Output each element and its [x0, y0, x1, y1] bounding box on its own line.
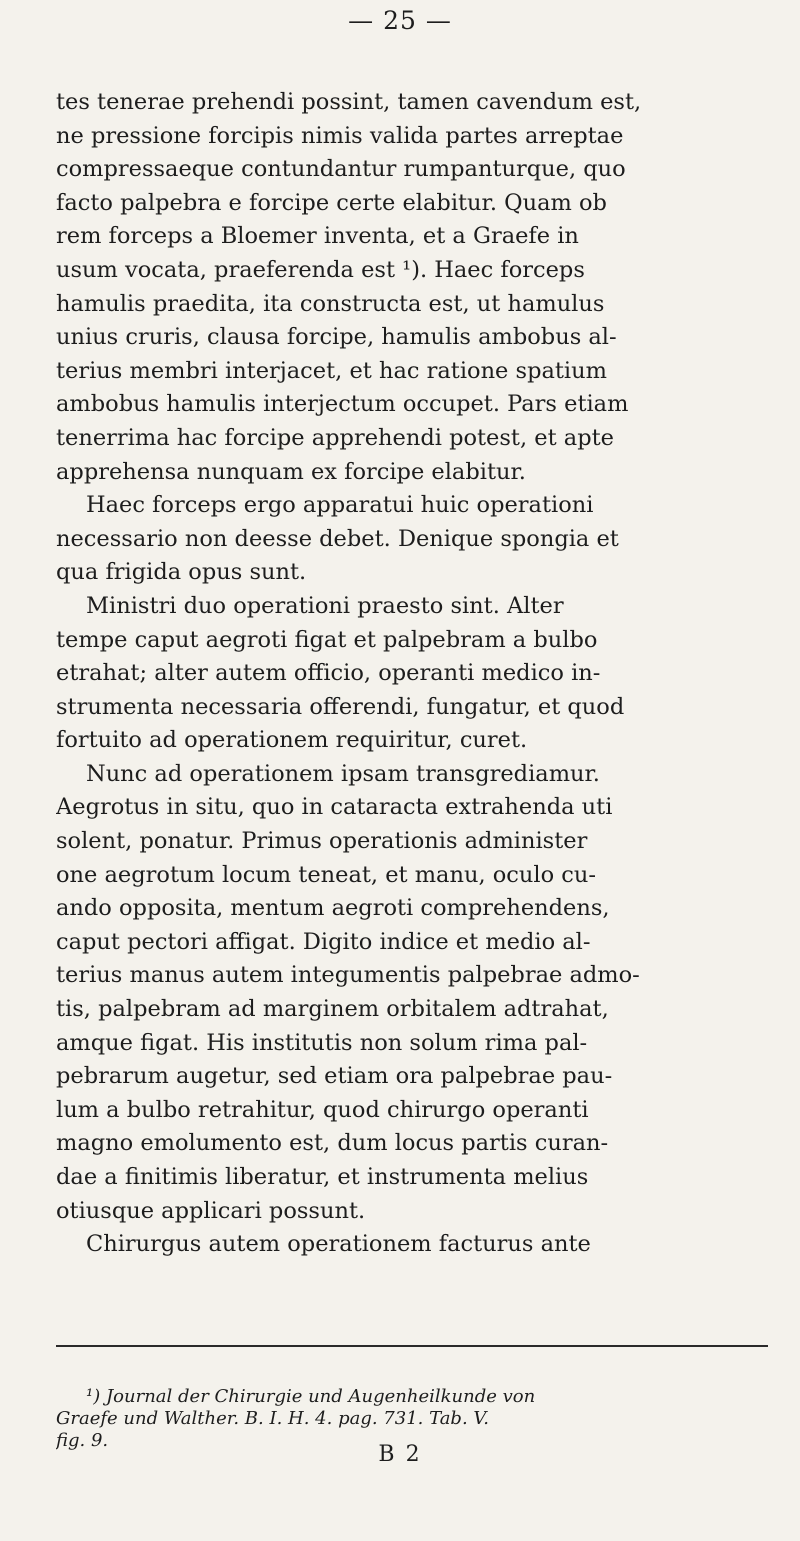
text-line: etrahat; alter autem officio, operanti medico in-: [56, 660, 601, 687]
signature-mark: B 2: [378, 1442, 422, 1467]
text-line: tenerrima hac forcipe apprehendi potest, et apte: [56, 424, 614, 451]
text-line: Aegrotus in situ, quo in cataracta extrahenda uti: [56, 794, 613, 821]
text-line: qua frigida opus sunt.: [56, 559, 307, 586]
text-line: caput pectori affigat. Digito indice et medio al-: [56, 928, 591, 955]
text-line: terius manus autem integumentis palpebrae admo-: [56, 962, 640, 989]
footnote-line: ¹) Journal der Chirurgie und Augenheilkunde von: [86, 1386, 536, 1407]
text-line: tis, palpebram ad marginem orbitalem adtrahat,: [56, 996, 609, 1023]
text-line: terius membri interjacet, et hac ratione spatium: [56, 357, 607, 384]
text-line: ando opposita, mentum aegroti comprehendens,: [56, 895, 610, 922]
text-line: lum a bulbo retrahitur, quod chirurgo operanti: [56, 1096, 589, 1123]
text-line: one aegrotum locum teneat, et manu, oculo cu-: [56, 861, 596, 888]
text-line: amque figat. His institutis non solum rima pal-: [56, 1029, 588, 1056]
text-line: unius cruris, clausa forcipe, hamulis ambobus al-: [56, 324, 617, 351]
text-line: fortuito ad operationem requiritur, curet.: [56, 727, 528, 754]
text-line: tes tenerae prehendi possint, tamen cavendum est,: [56, 89, 642, 115]
text-line: ne pressione forcipis nimis valida partes arreptae: [56, 122, 624, 149]
text-line: strumenta necessaria offerendi, fungatur, et quod: [56, 693, 625, 720]
footnote-line: Graefe und Walther. B. I. H. 4. pag. 731. Tab. V.: [56, 1408, 489, 1429]
text-line: Ministri duo operationi praesto sint. Alter: [86, 592, 564, 619]
text-line: pebrarum augetur, sed etiam ora palpebrae pau-: [56, 1063, 613, 1090]
page-number: — 25 —: [348, 6, 452, 35]
text-line: facto palpebra e forcipe certe elabitur. Quam ob: [56, 189, 607, 216]
text-line: rem forceps a Bloemer inventa, et a Graefe in: [56, 223, 579, 250]
text-line: Chirurgus autem operationem facturus ante: [86, 1231, 591, 1258]
text-line: otiusque applicari possunt.: [56, 1197, 366, 1224]
footnote-divider: [56, 1345, 768, 1347]
text-line: magno emolumento est, dum locus partis curan-: [56, 1130, 609, 1157]
text-line: apprehensa nunquam ex forcipe elabitur.: [56, 458, 526, 485]
text-line: Nunc ad operationem ipsam transgrediamur.: [86, 760, 600, 787]
text-line: usum vocata, praeferenda est ¹). Haec forceps: [56, 256, 585, 283]
text-line: dae a finitimis liberatur, et instrumenta melius: [56, 1164, 589, 1190]
text-line: ambobus hamulis interjectum occupet. Pars etiam: [56, 391, 629, 418]
text-line: solent, ponatur. Primus operationis administer: [56, 828, 588, 855]
text-line: Haec forceps ergo apparatui huic operationi: [86, 492, 594, 519]
text-line: necessario non deesse debet. Denique spongia et: [56, 525, 619, 552]
text-line: tempe caput aegroti figat et palpebram a bulbo: [56, 626, 598, 653]
text-line: hamulis praedita, ita constructa est, ut hamulus: [56, 290, 605, 317]
body-text: [56, 86, 768, 1262]
text-line: compressaeque contundantur rumpanturque, quo: [56, 156, 626, 183]
footnote-line: fig. 9.: [56, 1430, 109, 1451]
